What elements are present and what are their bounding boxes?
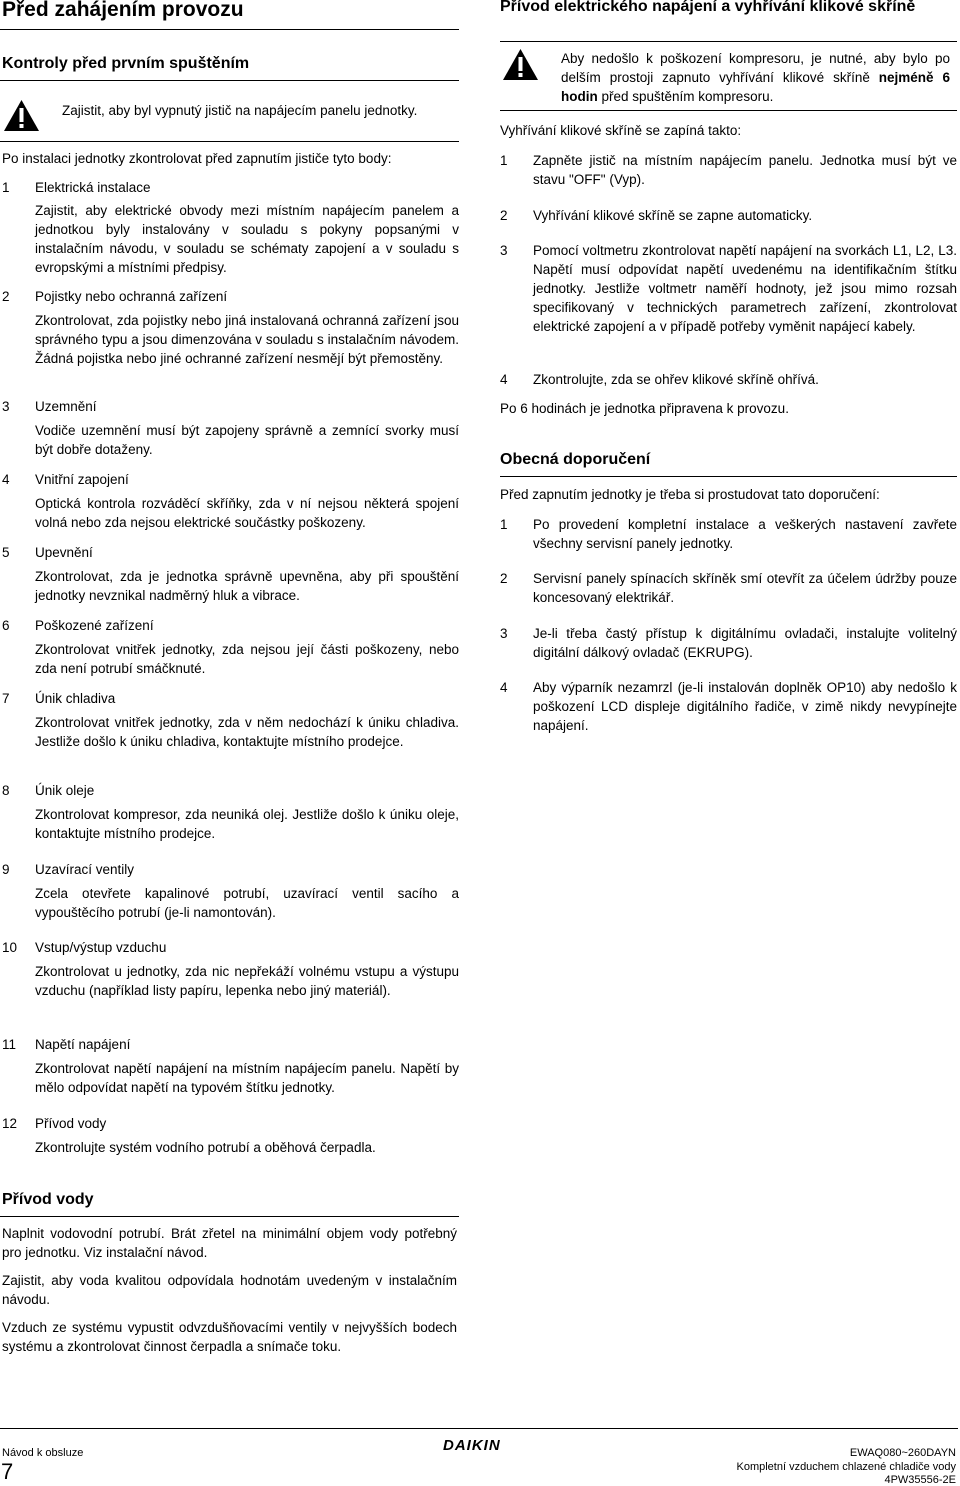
- ready-text: Po 6 hodinách je jednotka připravena k provozu.: [500, 401, 789, 416]
- product-name: Kompletní vzduchem chlazené chladiče vody: [736, 1461, 956, 1473]
- general-heading: Obecná doporučení: [500, 451, 651, 468]
- model-code: EWAQ080~260DAYN: [849, 1447, 956, 1459]
- heating-intro: Vyhřívání klikové skříně se zapíná takto:: [500, 123, 742, 138]
- water-heading: Přívod vody: [2, 1191, 94, 1208]
- page-title: Před zahájením provozu: [2, 0, 244, 21]
- warning-text: Zajistit, aby byl vypnutý jistič na napájecím panelu jednotky.: [62, 103, 418, 118]
- water-paragraph: Vzduch ze systému vypustit odvzdušňovacími ventily v nejvyšších bodech systému a zkontrolovat činnost čerpadla a snímače toku.: [2, 1320, 457, 1354]
- doc-type: Návod k obsluze: [2, 1447, 84, 1459]
- general-intro: Před zapnutím jednotky je třeba si prostudovat tato doporučení:: [500, 487, 880, 502]
- checks-intro: Po instalaci jednotky zkontrolovat před zapnutím jističe tyto body:: [2, 151, 392, 166]
- water-paragraph: Naplnit vodovodní potrubí. Brát zřetel na minimální objem vody potřebný pro jednotku. Viz instalační návod.: [2, 1226, 457, 1260]
- page-number: 7: [1, 1459, 14, 1484]
- daikin-logo: DAIKIN: [443, 1437, 501, 1454]
- crankcase-warning-text: Aby nedošlo k poškození kompresoru, je nutné, aby bylo po delším prostoji zapnuto vyhřívání klikové skříně nejméně 6 hodin před spuštěním kompresoru.: [561, 51, 951, 104]
- document-code: 4PW35556-2E: [884, 1474, 956, 1486]
- checks-heading: Kontroly před prvním spuštěním: [2, 55, 250, 72]
- warning-triangle-icon: [502, 48, 539, 81]
- power-heading: Přívod elektrického napájení a vyhřívání klikové skříně: [500, 0, 916, 15]
- water-paragraph: Zajistit, aby voda kvalitou odpovídala hodnotám uvedeným v instalačním návodu.: [2, 1273, 457, 1307]
- warning-triangle-icon: [3, 99, 40, 132]
